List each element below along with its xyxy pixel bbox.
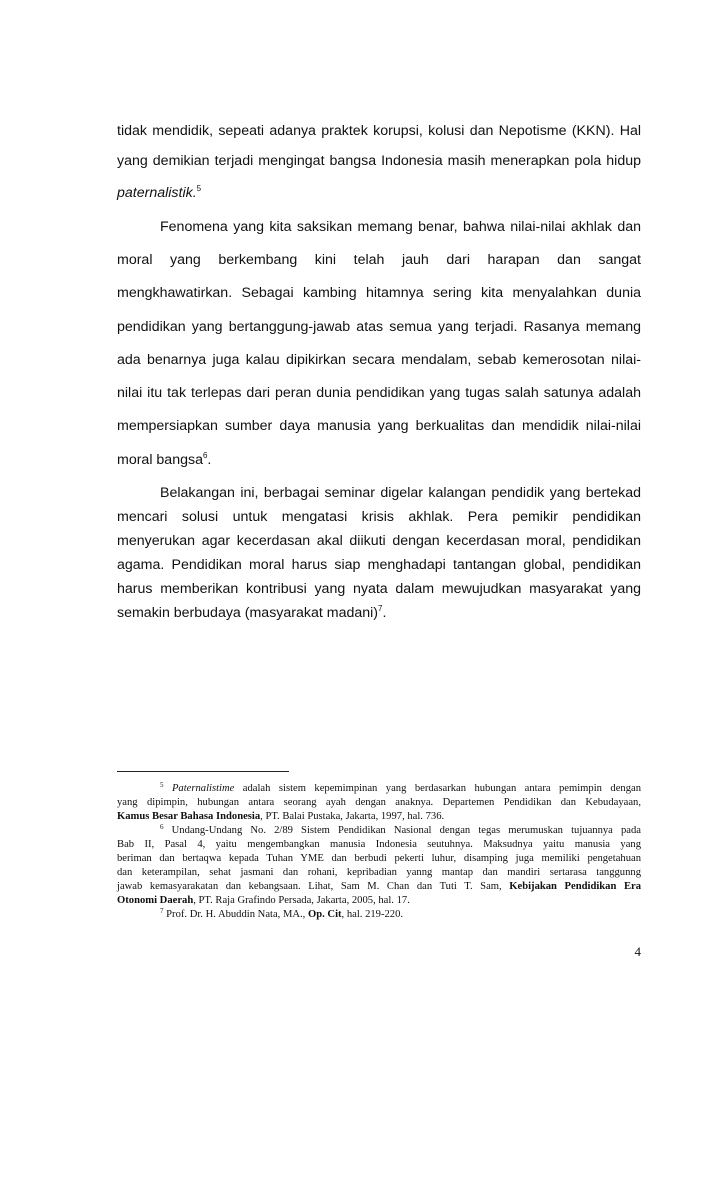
footnote-text: adalah sistem kepemimpinan yang berdasarkan hubungan antara pemimpin dengan (234, 783, 641, 794)
body-line: mempersiapkan sumber daya manusia yang berkualitas dan mendidik nilai-nilai (117, 418, 641, 434)
footnote-line: yang dipimpin, hubungan antara seorang ayah dengan anaknya. Departemen Pendidikan dan Kebudayaan, (117, 797, 641, 808)
body-line (117, 451, 641, 469)
footnote-ref: 5 (196, 184, 202, 193)
body-line: tidak mendidik, sepeati adanya praktek korupsi, kolusi dan Nepotisme (KKN). Hal (117, 123, 641, 139)
footnote-text: jawab kemasyarakatan dan kebangsaan. Lihat, Sam M. Chan dan Tuti T. Sam, (117, 881, 510, 892)
footnote-line (160, 824, 641, 838)
footnote-text: Prof. Dr. H. Abuddin Nata, MA., (163, 909, 308, 920)
footnote-separator (117, 771, 289, 772)
body-line: ada benarnya juga kalau dipikirkan secara mendalam, sebab kemerosotan nilai- (117, 352, 641, 368)
footnote-number: 5 (160, 781, 164, 789)
body-text: . (207, 452, 212, 468)
body-line: mencari solusi untuk mengatasi krisis akhlak. Pera pemikir pendidikan (117, 509, 641, 525)
footnote-line (117, 880, 641, 894)
footnote-line (117, 810, 641, 824)
footnote-citation: Op. Cit (307, 909, 342, 920)
body-line: Belakangan ini, berbagai seminar digelar kalangan pendidik yang bertekad (160, 485, 641, 501)
footnote-ref: 6 (202, 451, 208, 460)
footnote-text: , PT. Balai Pustaka, Jakarta, 1997, hal. 736. (260, 811, 445, 822)
body-text: semakin berbudaya (masyarakat madani) (117, 605, 379, 621)
footnote-ref: 7 (378, 604, 383, 613)
footnote-line: beriman dan bertaqwa kepada Tuhan YME dan berbudi pekerti luhur, disamping juga memiliki pengetahuan (117, 853, 641, 864)
body-line: agama. Pendidikan moral harus siap menghadapi tantangan global, pendidikan (117, 557, 641, 573)
body-text: moral bangsa (117, 452, 203, 468)
footnote-number: 7 (160, 907, 164, 915)
body-line: moral yang berkembang kini telah jauh dari harapan dan sangat (117, 252, 641, 268)
footnote-term: Paternalistime (171, 783, 235, 794)
footnote-number: 6 (160, 823, 164, 831)
footnote-line: dan keterampilan, sehat jasmani dan rohani, kepribadian yanng mantap dan mandiri sertarasa tanggunng (117, 867, 641, 878)
body-line: pendidikan yang bertanggung-jawab atas semua yang terjadi. Rasanya memang (117, 319, 641, 335)
body-line: yang demikian terjadi mengingat bangsa Indonesia masih menerapkan pola hidup (117, 153, 641, 169)
body-text: . (382, 605, 387, 621)
italic-term: paternalistik. (117, 185, 197, 201)
body-line (117, 604, 641, 622)
body-line: harus memberikan kontribusi yang nyata dalam mewujudkan masyarakat yang (117, 581, 641, 597)
footnote-book-title: Kamus Besar Bahasa Indonesia (117, 811, 261, 822)
body-line: nilai itu tak terlepas dari peran dunia pendidikan yang tugas salah satunya adalah (117, 385, 641, 401)
footnote-text: , hal. 219-220. (341, 909, 404, 920)
body-line: menyerukan agar kecerdasan akal diikuti dengan kecerdasan moral, pendidikan (117, 533, 641, 549)
footnote-line (160, 782, 641, 796)
body-line (117, 184, 641, 202)
body-line: mengkhawatirkan. Sebagai kambing hitamnya sering kita menyalahkan dunia (117, 285, 641, 301)
footnote-line (160, 908, 641, 922)
footnote-book-title: Kebijakan Pendidikan Era (509, 881, 642, 892)
footnote-book-title: Otonomi Daerah (117, 895, 194, 906)
footnote-text: Undang-Undang No. 2/89 Sistem Pendidikan Nasional dengan tegas merumuskan tujuannya pada (163, 825, 641, 836)
footnote-line: Bab II, Pasal 4, yaitu mengembangkan manusia Indonesia seutuhnya. Maksudnya yaitu manusia yang (117, 839, 641, 850)
footnote-text: , PT. Raja Grafindo Persada, Jakarta, 2005, hal. 17. (193, 895, 410, 906)
footnote-line (117, 894, 641, 908)
body-line: Fenomena yang kita saksikan memang benar, bahwa nilai-nilai akhlak dan (160, 219, 641, 235)
page-number: 4 (634, 944, 641, 959)
